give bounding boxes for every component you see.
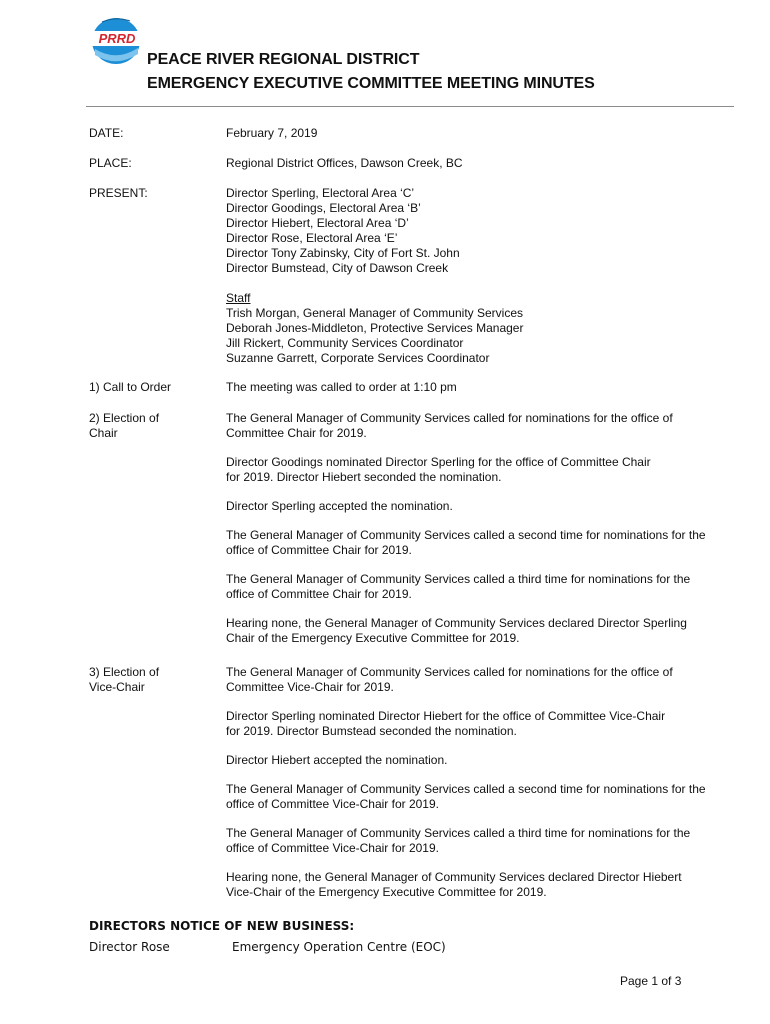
- minutes-paragraph: [226, 782, 736, 812]
- present-label: PRESENT:: [89, 186, 148, 200]
- minutes-paragraph: [226, 709, 736, 739]
- prrd-logo: [86, 16, 148, 66]
- date-value: February 7, 2019: [226, 126, 318, 140]
- staff-item: Jill Rickert, Community Services Coordinator: [226, 336, 464, 350]
- minutes-paragraph: [226, 826, 736, 856]
- paragraph-line: for 2019. Director Hiebert seconded the nomination.: [226, 470, 502, 484]
- election-chair-body: [226, 411, 736, 646]
- paragraph-line: Director Sperling nominated Director Hiebert for the office of Committee Vice-Chair: [226, 709, 666, 723]
- election-vice-chair-label: [89, 665, 159, 695]
- logo-text: PRRD: [98, 31, 136, 46]
- paragraph-line: Vice-Chair of the Emergency Executive Committee for 2019.: [226, 885, 547, 899]
- minutes-paragraph: [226, 665, 736, 695]
- minutes-paragraph: [226, 572, 736, 602]
- document-title: EMERGENCY EXECUTIVE COMMITTEE MEETING MINUTES: [147, 75, 595, 92]
- place-label: PLACE:: [89, 156, 132, 170]
- present-item: Director Hiebert, Electoral Area ‘D’: [226, 216, 409, 230]
- election-vice-chair-label-line: 3) Election of: [89, 665, 160, 679]
- call-to-order-label: 1) Call to Order: [89, 380, 172, 394]
- paragraph-line: office of Committee Chair for 2019.: [226, 543, 412, 557]
- paragraph-line: Director Hiebert accepted the nomination.: [226, 753, 448, 767]
- paragraph-line: office of Committee Vice-Chair for 2019.: [226, 841, 439, 855]
- staff-heading: Staff: [226, 291, 251, 305]
- paragraph-line: Director Sperling accepted the nomination.: [226, 499, 453, 513]
- present-list: [226, 186, 736, 276]
- paragraph-line: The General Manager of Community Services called for nominations for the office of: [226, 411, 673, 425]
- paragraph-line: Director Goodings nominated Director Sperling for the office of Committee Chair: [226, 455, 651, 469]
- paragraph-line: The General Manager of Community Services called a second time for nominations for the: [226, 528, 706, 542]
- call-to-order-text: The meeting was called to order at 1:10 pm: [226, 380, 457, 394]
- staff-list: [226, 291, 736, 366]
- paragraph-line: Hearing none, the General Manager of Community Services declared Director Sperling: [226, 616, 687, 630]
- date-label: DATE:: [89, 126, 124, 140]
- minutes-paragraph: [226, 411, 736, 441]
- election-chair-label: [89, 411, 159, 441]
- election-vice-chair-label-line: Vice-Chair: [89, 680, 145, 694]
- paragraph-line: Chair of the Emergency Executive Committee for 2019.: [226, 631, 520, 645]
- new-business-topic: Emergency Operation Centre (EOC): [232, 940, 446, 954]
- paragraph-line: office of Committee Vice-Chair for 2019.: [226, 797, 439, 811]
- page-number: Page 1 of 3: [620, 974, 682, 988]
- paragraph-line: The General Manager of Community Services called a second time for nominations for the: [226, 782, 706, 796]
- place-value: Regional District Offices, Dawson Creek, BC: [226, 156, 463, 170]
- minutes-paragraph: [226, 528, 736, 558]
- present-item: Director Goodings, Electoral Area ‘B’: [226, 201, 421, 215]
- minutes-paragraph: [226, 870, 736, 900]
- paragraph-line: for 2019. Director Bumstead seconded the nomination.: [226, 724, 517, 738]
- present-item: Director Tony Zabinsky, City of Fort St. John: [226, 246, 460, 260]
- minutes-paragraph: [226, 616, 736, 646]
- election-vice-chair-body: [226, 665, 736, 900]
- present-item: Director Sperling, Electoral Area ‘C’: [226, 186, 415, 200]
- header-divider: [86, 106, 734, 107]
- staff-item: Deborah Jones-Middleton, Protective Services Manager: [226, 321, 524, 335]
- staff-item: Trish Morgan, General Manager of Community Services: [226, 306, 523, 320]
- election-chair-label-line: 2) Election of: [89, 411, 160, 425]
- present-item: Director Bumstead, City of Dawson Creek: [226, 261, 449, 275]
- paragraph-line: The General Manager of Community Services called a third time for nominations for the: [226, 572, 691, 586]
- staff-item: Suzanne Garrett, Corporate Services Coordinator: [226, 351, 490, 365]
- paragraph-line: Committee Vice-Chair for 2019.: [226, 680, 394, 694]
- election-chair-label-line: Chair: [89, 426, 118, 440]
- org-name: PEACE RIVER REGIONAL DISTRICT: [147, 51, 420, 68]
- present-item: Director Rose, Electoral Area ‘E’: [226, 231, 398, 245]
- paragraph-line: office of Committee Chair for 2019.: [226, 587, 412, 601]
- new-business-heading: DIRECTORS NOTICE OF NEW BUSINESS:: [89, 919, 355, 933]
- paragraph-line: The General Manager of Community Services called for nominations for the office of: [226, 665, 673, 679]
- minutes-paragraph: [226, 753, 736, 768]
- paragraph-line: Hearing none, the General Manager of Community Services declared Director Hiebert: [226, 870, 682, 884]
- minutes-paragraph: [226, 455, 736, 485]
- paragraph-line: Committee Chair for 2019.: [226, 426, 367, 440]
- minutes-paragraph: [226, 499, 736, 514]
- paragraph-line: The General Manager of Community Services called a third time for nominations for the: [226, 826, 691, 840]
- new-business-director: Director Rose: [89, 940, 170, 954]
